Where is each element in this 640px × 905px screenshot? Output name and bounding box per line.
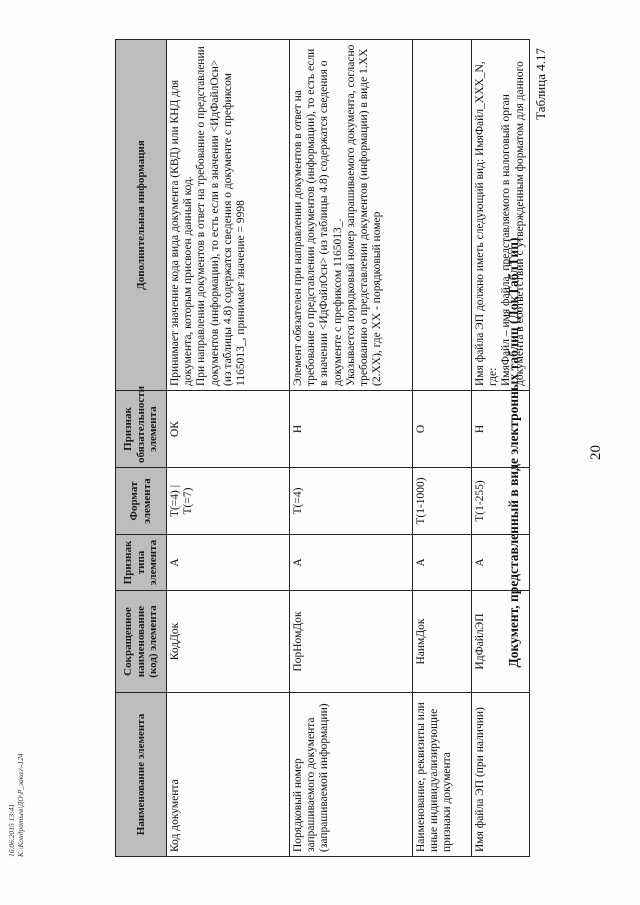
cell-type: А — [290, 535, 413, 591]
header-element-required: Признак обязательности элемента — [116, 391, 167, 468]
header-element-type: Признак типа элемента — [116, 535, 167, 591]
footer-line-1: 16.06.2015 13:41 — [7, 803, 16, 857]
header-element-code: Сокращенное наименование (код) элемента — [116, 591, 167, 693]
cell-code: НаимДок — [413, 591, 472, 693]
cell-name: Наименование, реквизиты или иные индивидуализирующие признаки документа — [413, 693, 472, 857]
cell-type: А — [472, 535, 530, 591]
table-label: Таблица 4.17 — [533, 48, 548, 120]
element-table — [115, 39, 530, 857]
cell-required: О — [413, 391, 472, 468]
cell-code: КодДок — [167, 591, 290, 693]
cell-format: Т(1-255) — [472, 468, 530, 535]
table-row — [413, 40, 472, 857]
page-number: 20 — [588, 445, 604, 460]
cell-code: ИдФайлЭП — [472, 591, 530, 693]
cell-name: Порядковый номер запрашиваемого документа (запрашиваемой информации) — [290, 693, 413, 857]
cell-code: ПорНомДок — [290, 591, 413, 693]
cell-required: Н — [472, 391, 530, 468]
footer-line-2: К:\Кондратьев\ДО\Р_заказ\-124 — [16, 753, 26, 857]
cell-type: А — [167, 535, 290, 591]
cell-info: Элемент обязателен при направлении документов в ответ на требование о представлении документов (информации), то есть если в значении <ИдФайлОсн> (из таблицы 4.8) содержатся сведения о документе с префиксом 1165013_. Указывается порядковый номер запрашиваемого документа, согласно требованию о представлении документов (информации) в виде 1.ХХ (2.ХХ), где ХХ - порядковый номер — [290, 40, 413, 391]
cell-format: Т(=4) — [290, 468, 413, 535]
cell-required: Н — [290, 391, 413, 468]
cell-name: Имя файла ЭП (при наличии) — [472, 693, 530, 857]
cell-required: ОК — [167, 391, 290, 468]
footer-note — [7, 753, 26, 857]
cell-info: Имя файла ЭП должно иметь следующий вид: ИмяФайл_ХХХ_N, где: ИмяФайл – имя файла, представляемого в налоговый орган документа в соответствии с утвержденным форматом для данного — [472, 40, 530, 391]
cell-type: А — [413, 535, 472, 591]
cell-format: Т(1-1000) — [413, 468, 472, 535]
header-additional-info: Дополнительная информация — [116, 40, 167, 391]
table-row — [167, 40, 290, 857]
header-element-name: Наименование элемента — [116, 693, 167, 857]
header-element-format: Формат элемента — [116, 468, 167, 535]
cell-info — [413, 40, 472, 391]
document-title: Документ, представленный в виде электронных таблиц (ДокТаблТип) — [506, 237, 521, 668]
cell-info: Принимает значение кода вида документа (КВД) или КНД для документа, которым присвоен данный код. При направлении документов в ответ на требование о представлении документов (информации), то есть если в значении <ИдФайлОсн> (из таблицы 4.8) содержатся сведения о документе с префиксом 1165013_, принимает значение = 9998 — [167, 40, 290, 391]
cell-format: Т(=4) | Т(=7) — [167, 468, 290, 535]
cell-name: Код документа — [167, 693, 290, 857]
table-row — [472, 40, 530, 857]
table-header-row — [116, 40, 167, 857]
table-row — [290, 40, 413, 857]
